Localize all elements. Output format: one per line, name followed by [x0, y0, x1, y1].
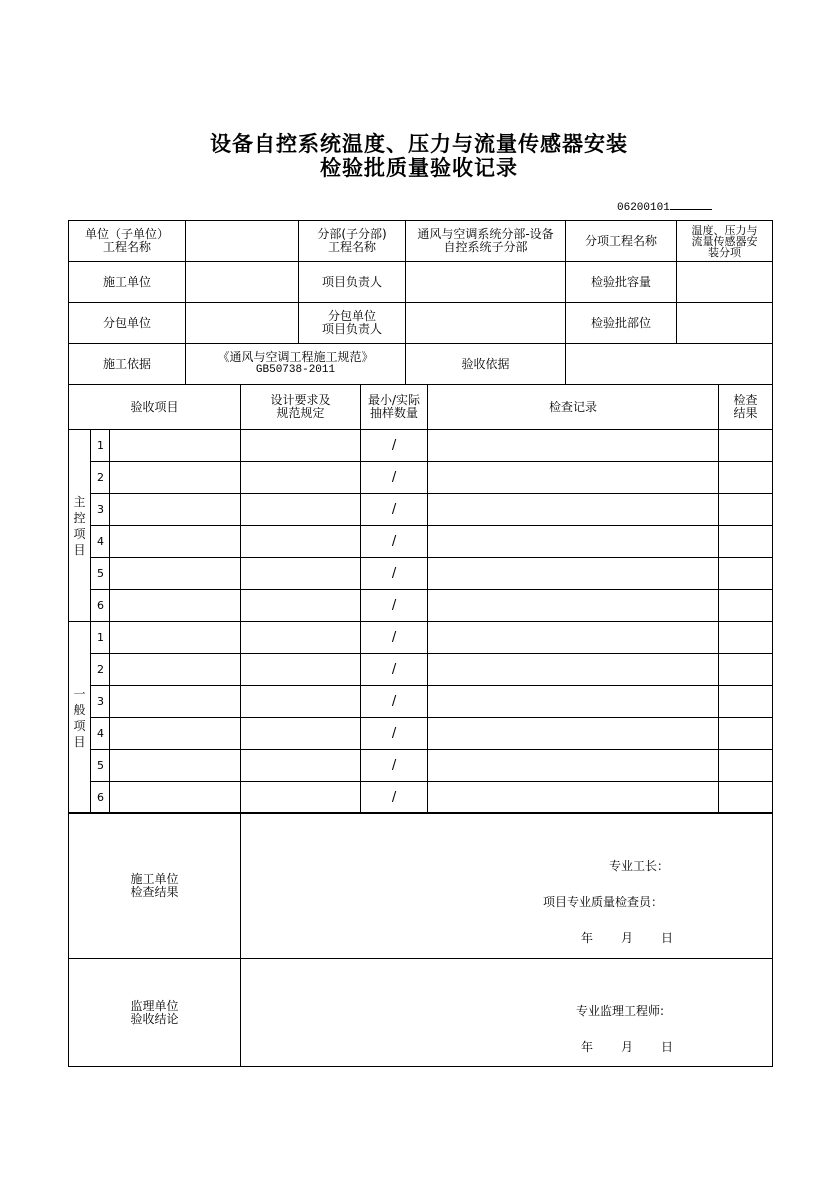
col-header-record: 检查记录 — [428, 385, 719, 430]
table-row — [69, 750, 773, 782]
subdivision-value[interactable]: 通风与空调系统分部-设备 自控系统子分部 — [406, 221, 566, 262]
subcontractor-label: 分包单位 — [69, 303, 186, 344]
requirement-cell[interactable] — [241, 558, 361, 590]
item-cell[interactable] — [110, 718, 241, 750]
unit-name-label: 单位（子单位） 工程名称 — [69, 221, 186, 262]
signature-table — [68, 812, 773, 1067]
sample-cell[interactable]: / — [361, 654, 428, 686]
item-cell[interactable] — [110, 430, 241, 462]
contractor-label: 施工单位 — [69, 262, 186, 303]
sample-cell[interactable]: / — [361, 718, 428, 750]
requirement-cell[interactable] — [241, 526, 361, 558]
row-number: 6 — [91, 590, 110, 622]
form-title-line2: 检验批质量验收记录 — [320, 156, 518, 180]
subcontractor-value[interactable] — [186, 303, 299, 344]
result-cell[interactable] — [719, 686, 773, 718]
result-cell[interactable] — [719, 494, 773, 526]
table-row — [69, 782, 773, 814]
record-cell[interactable] — [428, 526, 719, 558]
requirement-cell[interactable] — [241, 622, 361, 654]
requirement-cell[interactable] — [241, 462, 361, 494]
contractor-date[interactable]: 年 月 日 — [581, 931, 674, 945]
requirement-cell[interactable] — [241, 782, 361, 814]
contractor-check-label: 施工单位 检查结果 — [69, 813, 241, 959]
col-header-result: 检查 结果 — [719, 385, 773, 430]
sample-cell[interactable]: / — [361, 430, 428, 462]
subdivision-label: 分部(子分部) 工程名称 — [299, 221, 406, 262]
sample-cell[interactable]: / — [361, 750, 428, 782]
supervisor-check-area[interactable] — [241, 959, 773, 1067]
batch-location-value[interactable] — [677, 303, 773, 344]
batch-location-label: 检验批部位 — [566, 303, 677, 344]
item-name-value[interactable]: 温度、压力与 流量传感器安 装分项 — [677, 221, 773, 262]
table-row — [69, 494, 773, 526]
record-cell[interactable] — [428, 622, 719, 654]
header-table — [68, 220, 773, 385]
form-code-blank[interactable] — [670, 199, 712, 210]
result-cell[interactable] — [719, 526, 773, 558]
sample-cell[interactable]: / — [361, 622, 428, 654]
form-code — [617, 199, 712, 214]
acceptance-basis-label: 验收依据 — [406, 344, 566, 385]
result-cell[interactable] — [719, 654, 773, 686]
row-number: 5 — [91, 558, 110, 590]
requirement-cell[interactable] — [241, 750, 361, 782]
item-cell[interactable] — [110, 558, 241, 590]
requirement-cell[interactable] — [241, 430, 361, 462]
form-title-line1: 设备自控系统温度、压力与流量传感器安装 — [210, 132, 628, 156]
item-cell[interactable] — [110, 462, 241, 494]
supervisor-date[interactable]: 年 月 日 — [581, 1040, 674, 1054]
record-cell[interactable] — [428, 558, 719, 590]
sub-project-manager-value[interactable] — [406, 303, 566, 344]
table-row — [69, 622, 773, 654]
requirement-cell[interactable] — [241, 590, 361, 622]
table-row — [69, 526, 773, 558]
result-cell[interactable] — [719, 782, 773, 814]
sample-cell[interactable]: / — [361, 526, 428, 558]
sample-cell[interactable]: / — [361, 590, 428, 622]
row-number: 4 — [91, 718, 110, 750]
col-header-item: 验收项目 — [69, 385, 241, 430]
result-cell[interactable] — [719, 622, 773, 654]
form-code-number: 06200101 — [617, 202, 670, 214]
table-row — [69, 686, 773, 718]
batch-capacity-value[interactable] — [677, 262, 773, 303]
sub-project-manager-label: 分包单位 项目负责人 — [299, 303, 406, 344]
row-number: 2 — [91, 654, 110, 686]
requirement-cell[interactable] — [241, 718, 361, 750]
quality-inspector-signature-label: 项目专业质量检查员： — [543, 895, 664, 909]
result-cell[interactable] — [719, 462, 773, 494]
requirement-cell[interactable] — [241, 686, 361, 718]
table-row — [69, 558, 773, 590]
inspection-items-table — [68, 384, 773, 814]
supervisor-check-label: 监理单位 验收结论 — [69, 959, 241, 1067]
table-row — [69, 718, 773, 750]
requirement-cell[interactable] — [241, 494, 361, 526]
contractor-check-area[interactable] — [241, 813, 773, 959]
record-cell[interactable] — [428, 750, 719, 782]
row-number: 3 — [91, 686, 110, 718]
unit-name-value[interactable] — [186, 221, 299, 262]
item-name-label: 分项工程名称 — [566, 221, 677, 262]
sample-cell[interactable]: / — [361, 462, 428, 494]
general-items-label: 一 般 项 目 — [69, 622, 91, 814]
construction-basis-label: 施工依据 — [69, 344, 186, 385]
item-cell[interactable] — [110, 590, 241, 622]
result-cell[interactable] — [719, 750, 773, 782]
item-cell[interactable] — [110, 750, 241, 782]
row-number: 3 — [91, 494, 110, 526]
row-number: 6 — [91, 782, 110, 814]
record-cell[interactable] — [428, 494, 719, 526]
table-row — [69, 654, 773, 686]
record-cell[interactable] — [428, 462, 719, 494]
row-number: 5 — [91, 750, 110, 782]
row-number: 4 — [91, 526, 110, 558]
result-cell[interactable] — [719, 430, 773, 462]
contractor-value[interactable] — [186, 262, 299, 303]
item-cell[interactable] — [110, 782, 241, 814]
project-manager-label: 项目负责人 — [299, 262, 406, 303]
sample-cell[interactable]: / — [361, 782, 428, 814]
batch-capacity-label: 检验批容量 — [566, 262, 677, 303]
supervision-engineer-signature-label: 专业监理工程师: — [576, 1004, 665, 1018]
record-cell[interactable] — [428, 718, 719, 750]
main-control-items-label: 主 控 项 目 — [69, 430, 91, 622]
row-number: 2 — [91, 462, 110, 494]
table-row — [69, 462, 773, 494]
record-cell[interactable] — [428, 590, 719, 622]
result-cell[interactable] — [719, 558, 773, 590]
item-cell[interactable] — [110, 494, 241, 526]
col-header-requirement: 设计要求及 规范规定 — [241, 385, 361, 430]
col-header-sample: 最小/实际 抽样数量 — [361, 385, 428, 430]
record-cell[interactable] — [428, 654, 719, 686]
requirement-cell[interactable] — [241, 654, 361, 686]
item-cell[interactable] — [110, 654, 241, 686]
row-number: 1 — [91, 430, 110, 462]
record-cell[interactable] — [428, 782, 719, 814]
foreman-signature-label: 专业工长： — [609, 859, 670, 873]
record-cell[interactable] — [428, 686, 719, 718]
project-manager-value[interactable] — [406, 262, 566, 303]
result-cell[interactable] — [719, 718, 773, 750]
result-cell[interactable] — [719, 590, 773, 622]
item-cell[interactable] — [110, 686, 241, 718]
construction-basis-value: 《通风与空调工程施工规范》 GB50738-2011 — [186, 344, 406, 385]
row-number: 1 — [91, 622, 110, 654]
table-row — [69, 430, 773, 462]
table-row — [69, 590, 773, 622]
sample-cell[interactable]: / — [361, 686, 428, 718]
record-cell[interactable] — [428, 430, 719, 462]
item-cell[interactable] — [110, 622, 241, 654]
sample-cell[interactable]: / — [361, 494, 428, 526]
sample-cell[interactable]: / — [361, 558, 428, 590]
acceptance-basis-value[interactable] — [566, 344, 773, 385]
item-cell[interactable] — [110, 526, 241, 558]
